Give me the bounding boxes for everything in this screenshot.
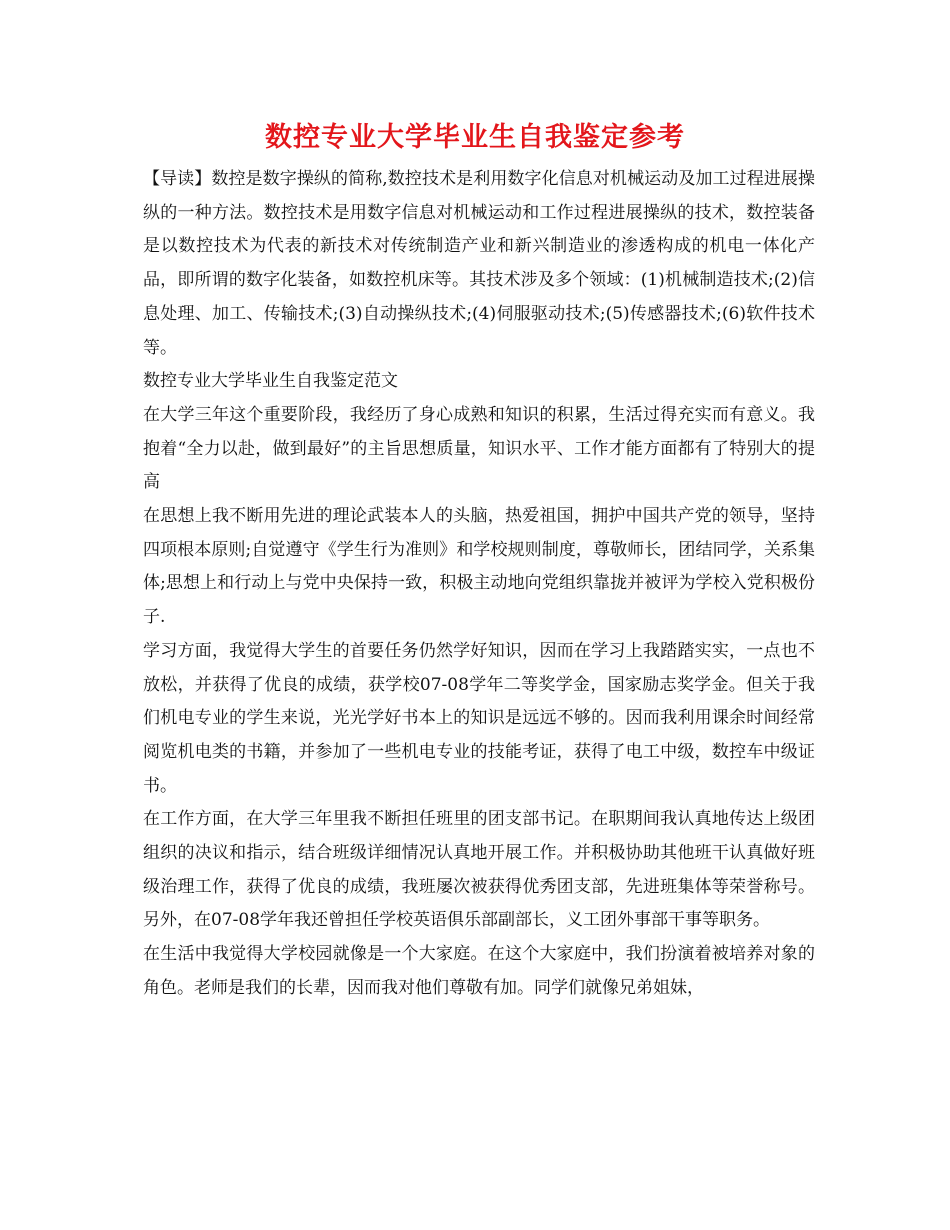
body-paragraph: 学习方面，我觉得大学生的首要任务仍然学好知识，因而在学习上我踏踏实实，一点也不放松，并获得了优良的成绩，获学校07-08学年二等奖学金，国家励志奖学金。但关于我们机电专业的学生来说，光光学好书本上的知识是远远不够的。因而我利用课余时间经常阅览机电类的书籍，并参加了一些机电专业的技能考证，获得了电工中级，数控车中级证书。 bbox=[143, 640, 815, 796]
document-body bbox=[143, 163, 815, 1006]
document-title: 数控专业大学毕业生自我鉴定参考 bbox=[265, 122, 685, 153]
section-heading: 数控专业大学毕业生自我鉴定范文 bbox=[143, 371, 398, 392]
body-paragraph: 在思想上我不断用先进的理论武装本人的头脑，热爱祖国，拥护中国共产党的领导，坚持四项根本原则;自觉遵守《学生行为准则》和学校规则制度，尊敬师长，团结同学，关系集体;思想上和行动上与党中央保持一致，积极主动地向党组织靠拢并被评为学校入党积极份子. bbox=[143, 506, 815, 628]
body-paragraph: 在工作方面，在大学三年里我不断担任班里的团支部书记。在职期间我认真地传达上级团组织的决议和指示，结合班级详细情况认真地开展工作。并积极协助其他班干认真做好班级治理工作，获得了优良的成绩，我班屡次被获得优秀团支部，先进班集体等荣誉称号。另外，在07-08学年我还曾担任学校英语俱乐部副部长，义工团外事部干事等职务。 bbox=[143, 809, 815, 931]
intro-paragraph: 【导读】数控是数字操纵的简称,数控技术是利用数字化信息对机械运动及加工过程进展操纵的一种方法。数控技术是用数字信息对机械运动和工作过程进展操纵的技术，数控装备是以数控技术为代表的新技术对传统制造产业和新兴制造业的渗透构成的机电一体化产品，即所谓的数字化装备，如数控机床等。其技术涉及多个领域：(1)机械制造技术;(2)信息处理、加工、传输技术;(3)自动操纵技术;(4)伺服驱动技术;(5)传感器技术;(6)软件技术等。 bbox=[143, 169, 815, 358]
body-paragraph: 在大学三年这个重要阶段，我经历了身心成熟和知识的积累，生活过得充实而有意义。我抱着“全力以赴，做到最好”的主旨思想质量，知识水平、工作才能方面都有了特别大的提高 bbox=[143, 404, 815, 493]
body-paragraph: 在生活中我觉得大学校园就像是一个大家庭。在这个大家庭中，我们扮演着被培养对象的角色。老师是我们的长辈，因而我对他们尊敬有加。同学们就像兄弟姐妹， bbox=[143, 944, 815, 998]
